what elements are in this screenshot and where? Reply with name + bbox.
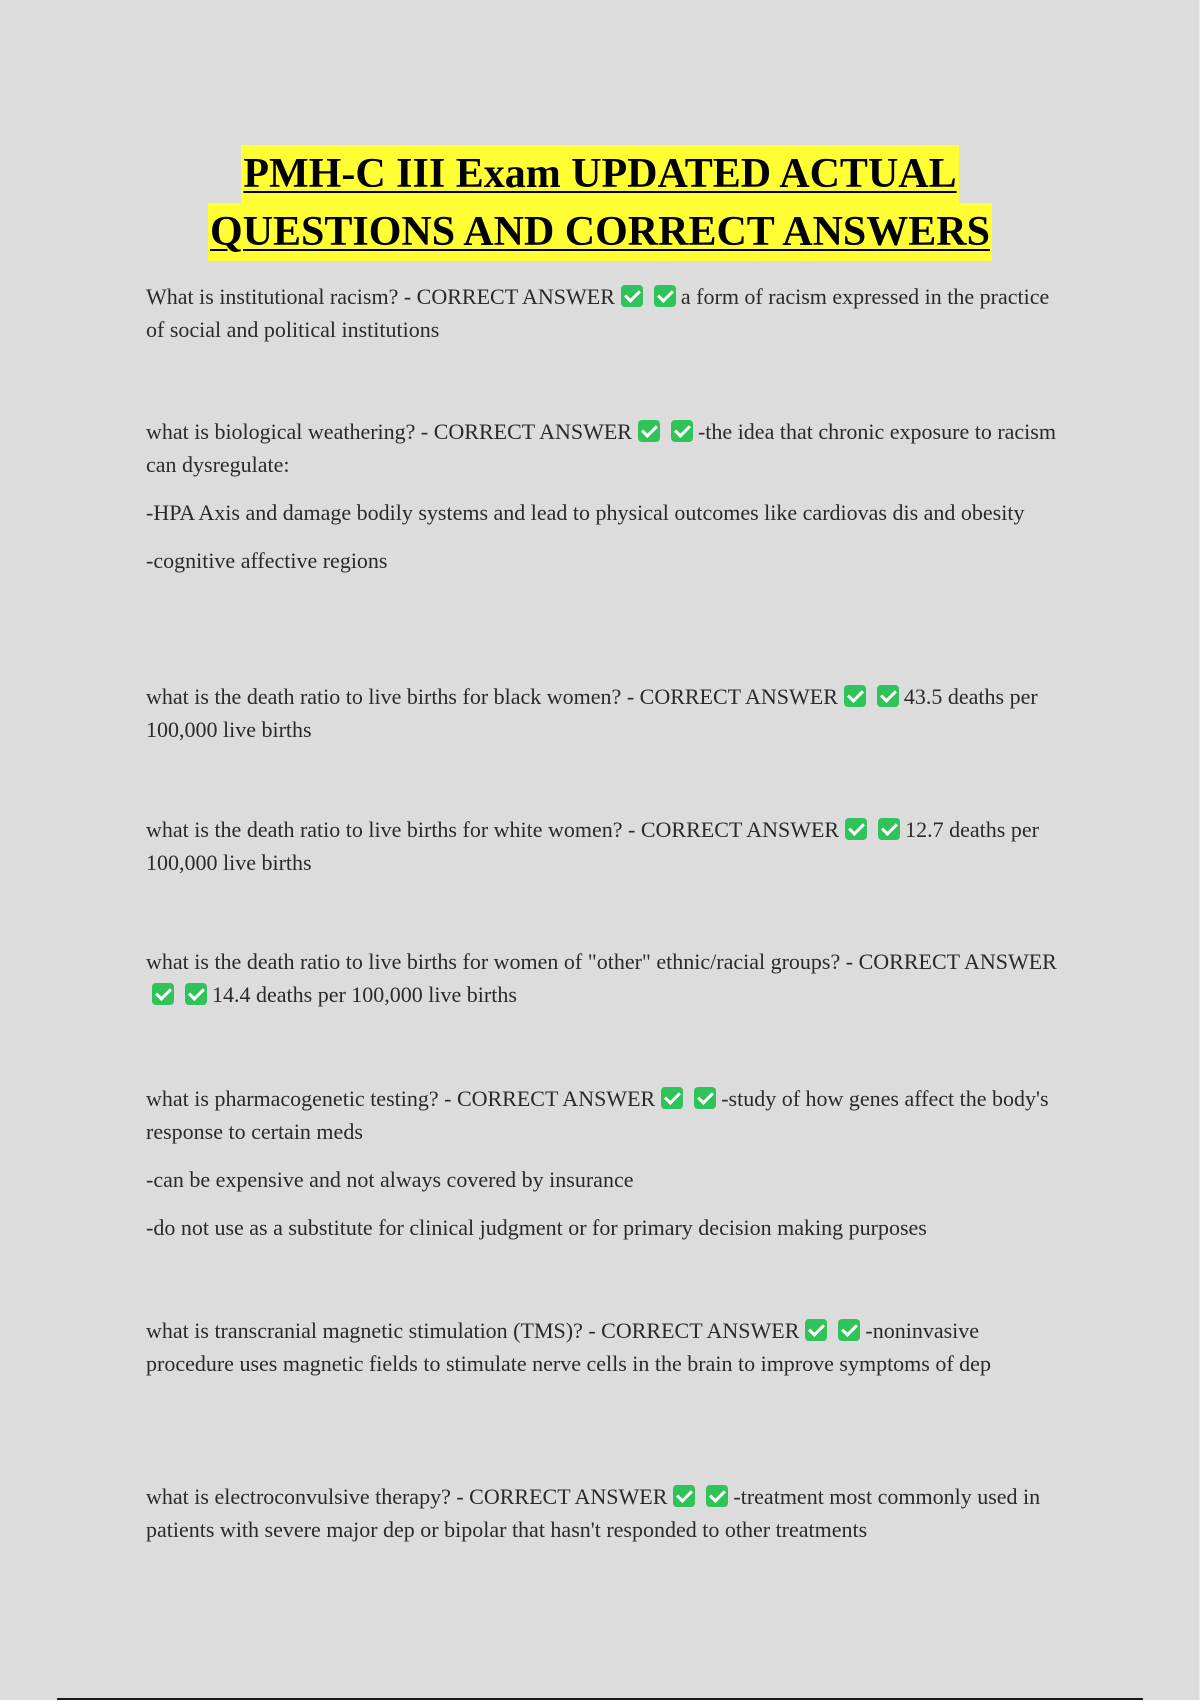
qa-question-line (146, 280, 1061, 346)
check-mark-icon (844, 685, 866, 707)
question-text: what is pharmacogenetic testing? (146, 1086, 439, 1111)
title-line-2: QUESTIONS AND CORRECT ANSWERS (208, 203, 992, 261)
document-title (0, 145, 1200, 261)
question-text: what is biological weathering? (146, 419, 416, 444)
qa-item (146, 1314, 1061, 1380)
check-mark-icon (638, 420, 660, 442)
check-mark-icon (673, 1485, 695, 1507)
qa-item (146, 813, 1061, 879)
answer-text: 12.7 deaths per 100,000 live births (146, 817, 1039, 875)
answer-text: -noninvasive procedure uses magnetic fields to stimulate nerve cells in the brain to improve symptoms of dep (146, 1318, 991, 1376)
answer-detail: -cognitive affective regions (146, 548, 388, 573)
answer-text: -the idea that chronic exposure to racism can dysregulate: (146, 419, 1056, 477)
title-line-1: PMH-C III Exam UPDATED ACTUAL (241, 145, 958, 203)
answer-marker: - CORRECT ANSWER (626, 684, 838, 709)
check-mark-icon (654, 285, 676, 307)
qa-question-line (146, 415, 1061, 481)
answer-detail: -do not use as a substitute for clinical judgment or for primary decision making purposes (146, 1215, 927, 1240)
answer-text: a form of racism expressed in the practice of social and political institutions (146, 284, 1050, 342)
check-mark-icon (671, 420, 693, 442)
check-mark-icon (877, 685, 899, 707)
answer-text: -treatment most commonly used in patients with severe major dep or bipolar that hasn't responded to other treatments (146, 1484, 1041, 1542)
check-mark-icon (838, 1319, 860, 1341)
check-mark-icon (878, 818, 900, 840)
qa-question-line (146, 813, 1061, 879)
question-text: what is the death ratio to live births for white women? (146, 817, 623, 842)
check-mark-icon (845, 818, 867, 840)
qa-question-line (146, 1082, 1061, 1148)
answer-detail: -HPA Axis and damage bodily systems and lead to physical outcomes like cardiovas dis and obesity (146, 500, 1025, 525)
check-mark-icon (706, 1485, 728, 1507)
check-mark-icon (621, 285, 643, 307)
question-text: what is transcranial magnetic stimulation (TMS)? (146, 1318, 583, 1343)
qa-item (146, 1480, 1061, 1546)
answer-detail: -can be expensive and not always covered by insurance (146, 1167, 634, 1192)
qa-item (146, 680, 1061, 746)
answer-marker: - CORRECT ANSWER (588, 1318, 800, 1343)
answer-text: 43.5 deaths per 100,000 live births (146, 684, 1038, 742)
qa-item (146, 1082, 1061, 1244)
check-mark-icon (185, 983, 207, 1005)
qa-item (146, 945, 1061, 1011)
qa-question-line (146, 1480, 1061, 1546)
answer-marker: - CORRECT ANSWER (456, 1484, 668, 1509)
answer-marker: - CORRECT ANSWER (628, 817, 840, 842)
answer-marker: - CORRECT ANSWER (420, 419, 632, 444)
answer-marker: - CORRECT ANSWER (403, 284, 615, 309)
answer-text: 14.4 deaths per 100,000 live births (212, 982, 517, 1007)
question-text: What is institutional racism? (146, 284, 399, 309)
question-text: what is the death ratio to live births for black women? (146, 684, 622, 709)
check-mark-icon (694, 1087, 716, 1109)
check-mark-icon (661, 1087, 683, 1109)
qa-question-line (146, 1314, 1061, 1380)
answer-marker: - CORRECT ANSWER (845, 949, 1057, 974)
answer-text: -study of how genes affect the body's response to certain meds (146, 1086, 1049, 1144)
qa-question-line (146, 680, 1061, 746)
question-text: what is the death ratio to live births for women of "other" ethnic/racial groups? (146, 949, 841, 974)
answer-marker: - CORRECT ANSWER (444, 1086, 656, 1111)
check-mark-icon (152, 983, 174, 1005)
qa-question-line (146, 945, 1061, 1011)
qa-item (146, 415, 1061, 577)
qa-item (146, 280, 1061, 346)
question-text: what is electroconvulsive therapy? (146, 1484, 451, 1509)
check-mark-icon (805, 1319, 827, 1341)
